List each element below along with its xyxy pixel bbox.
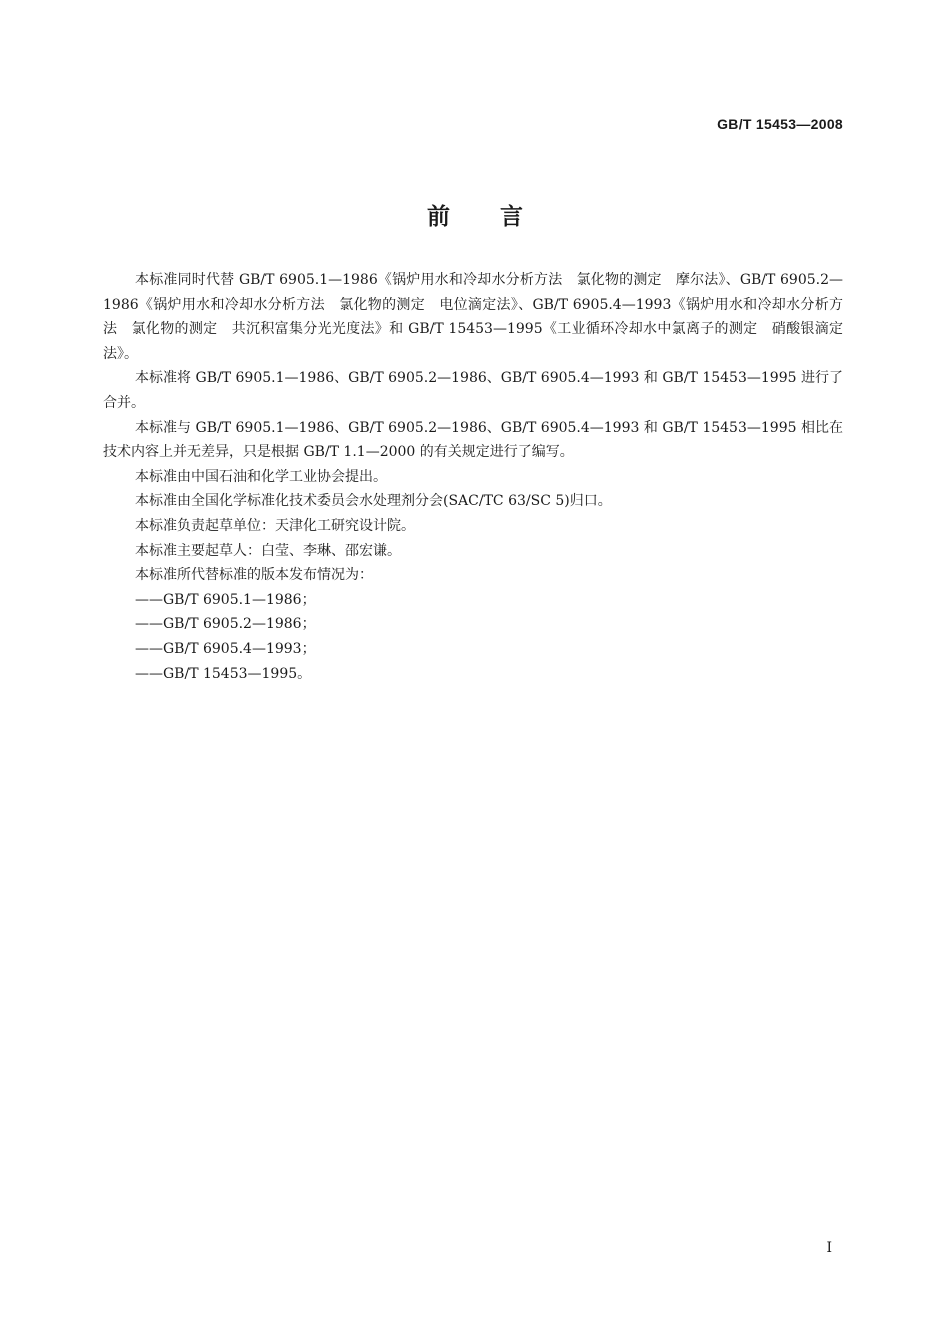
superseded-versions-list (103, 588, 843, 686)
list-item: ——GB/T 6905.2—1986； (135, 616, 316, 633)
paragraph-merge: 本标准将 GB/T 6905.1—1986、GB/T 6905.2—1986、GB/T 6905.4—1993 和 GB/T 15453—1995 进行了合并。 (103, 370, 843, 411)
paragraph-differences: 本标准与 GB/T 6905.1—1986、GB/T 6905.2—1986、GB/T 6905.4—1993 和 GB/T 15453—1995 相比在技术内容上并无差异，只是根据 GB/T 1.1—2000 的有关规定进行了编写。 (103, 419, 843, 461)
paragraph-drafting-unit: 本标准负责起草单位：天津化工研究设计院。 (135, 517, 415, 534)
paragraph-drafters: 本标准主要起草人：白莹、李琳、邵宏谦。 (135, 542, 401, 559)
list-item: ——GB/T 15453—1995。 (135, 665, 312, 682)
paragraph-proposer: 本标准由中国石油和化学工业协会提出。 (135, 468, 387, 485)
page-number: I (826, 1240, 832, 1256)
list-item: ——GB/T 6905.4—1993； (135, 640, 316, 657)
paragraph-technical-committee: 本标准由全国化学标准化技术委员会水处理剂分会(SAC/TC 63/SC 5)归口。 (135, 493, 612, 510)
page-title: 前言 (427, 204, 573, 230)
standard-code: GB/T 15453—2008 (717, 116, 843, 132)
paragraph-version-history-intro: 本标准所代替标准的版本发布情况为： (135, 567, 373, 584)
foreword-body (103, 268, 843, 686)
paragraph-supersedes: 本标准同时代替 GB/T 6905.1—1986《锅炉用水和冷却水分析方法 氯化物的测定 摩尔法》、GB/T 6905.2—1986《锅炉用水和冷却水分析方法 氯化物的测定 电位滴定法》、GB/T 6905.4—1993《锅炉用水和冷却水分析方法 氯化物的测定 共沉积富集分光光度法》和 GB/T 15453—1995《工业循环冷却水中氯离子的测定 硝酸银滴定法》。 (103, 272, 843, 362)
list-item: ——GB/T 6905.1—1986； (135, 591, 316, 608)
